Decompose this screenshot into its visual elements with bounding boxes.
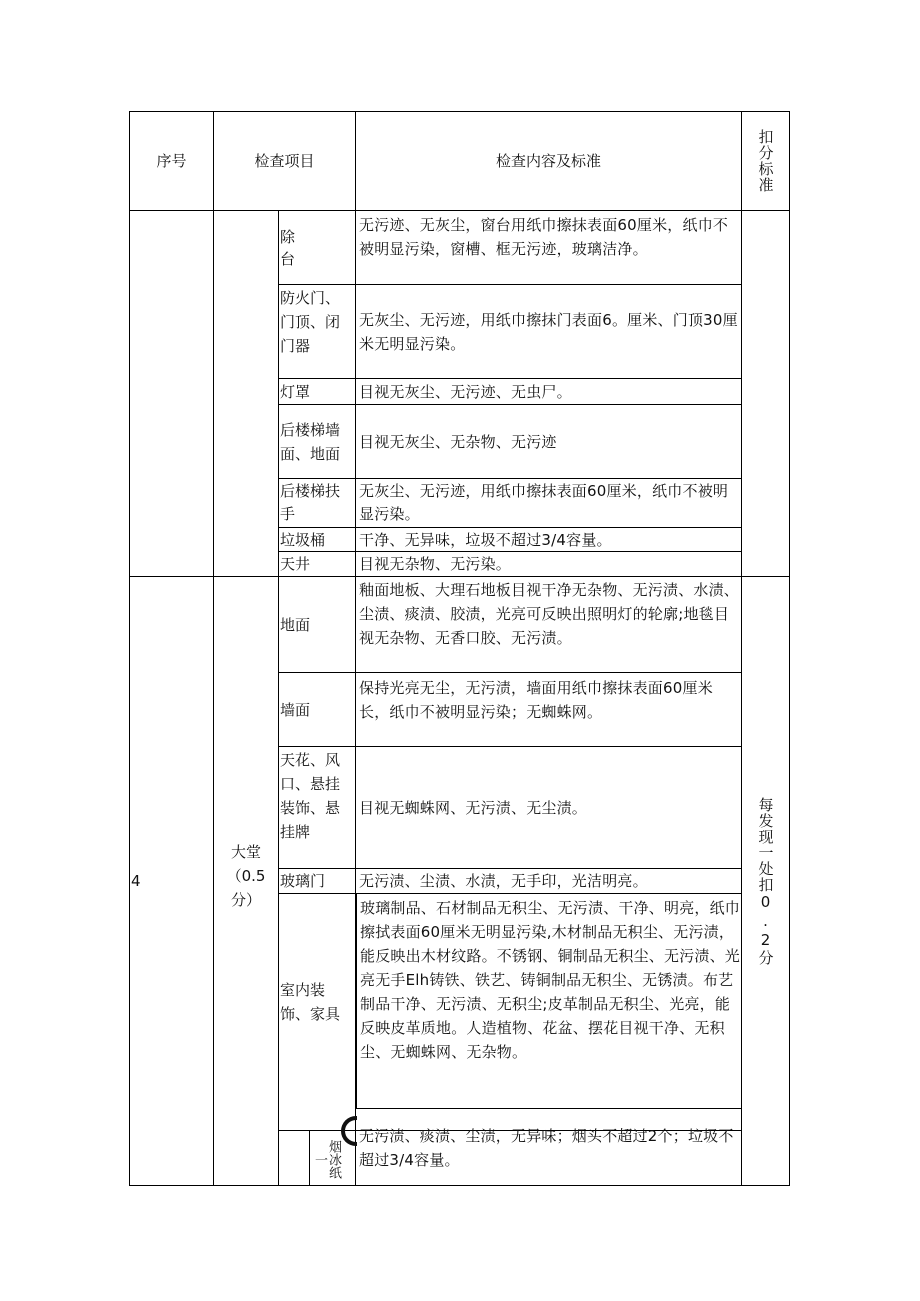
item-back-stair-handrail: 后楼梯扶手 <box>280 482 341 523</box>
header-content: 检查内容及标准 <box>495 152 601 170</box>
row-seq-number: 4 <box>131 872 141 890</box>
item-back-stair-wall: 后楼梯墙面、地面 <box>280 420 341 463</box>
content-window-sill: 无污迹、无灰尘，窗台用纸巾擦抹表面60厘米，纸巾不被明显污染，窗槽、框无污迹，玻璃洁净。 <box>359 216 729 258</box>
item-lamp-shade: 灯罩 <box>280 382 311 401</box>
item-wall: 墙面 <box>280 700 311 719</box>
content-lamp-shade: 目视无灰尘、无污迹、无虫尸。 <box>359 382 572 401</box>
header-deduct: 扣分标准 <box>756 129 775 193</box>
content-patio: 目视无杂物、无污染。 <box>359 555 512 573</box>
content-wall: 保持光亮无尘，无污渍，墙面用纸巾擦抹表面60厘米长，纸巾不被明显污染；无蜘蛛网。 <box>359 679 713 721</box>
item-patio: 天井 <box>280 555 311 573</box>
content-interior-decor: 玻璃制品、石材制品无积尘、无污渍、干净、明亮，纸巾擦拭表面60厘米无明显污染,木材制品无积尘、无污渍，能反映出木材纹路。不锈钢、铜制品无积尘、无污渍、光亮无手Elh铸铁、铁艺、铸铜制品无积尘、无锈渍。布艺制品干净、无污渍、无积尘;皮革制品无积尘、光亮，能反映皮革质地。人造植物、花盆、摆花目视干净、无积尘、无蜘蛛网、无杂物。 <box>360 899 741 1061</box>
item-ceiling: 天花、风口、悬挂装饰、悬挂牌 <box>280 751 341 841</box>
content-ashtray: 无污渍、痰渍、尘渍，无异味；烟头不超过2个；垃圾不超过3/4容量。 <box>359 1127 734 1169</box>
bracket-mark-icon <box>341 1116 357 1146</box>
content-fire-door: 无灰尘、无污迹，用纸巾擦抹门表面6。厘米、门顶30厘米无明显污染。 <box>359 311 738 353</box>
item-window-sill: 除台 <box>280 228 296 268</box>
item-interior-decor: 室内装饰、家具 <box>280 980 341 1023</box>
content-back-stair-wall: 目视无灰尘、无杂物、无污迹 <box>359 432 557 451</box>
content-trash-bin: 干净、无异味，垃圾不超过3/4容量。 <box>359 530 612 549</box>
header-item: 检查项目 <box>254 152 315 170</box>
content-glass-door: 无污渍、尘渍、水渍，无手印，光洁明亮。 <box>359 872 648 890</box>
content-floor: 釉面地板、大理石地板目视干净无杂物、无污渍、水渍、尘渍、痰渍、胶渍，光亮可反映出照明灯的轮廓;地毯目视无杂物、无香口胶、无污渍。 <box>359 581 740 647</box>
header-seq: 序号 <box>156 152 187 170</box>
content-back-stair-handrail: 无灰尘、无污迹，用纸巾擦抹表面60厘米，纸巾不被明显污染。 <box>359 482 729 523</box>
item-glass-door: 玻璃门 <box>280 872 326 890</box>
content-ceiling: 目视无蜘蛛网、无污渍、无尘渍。 <box>359 798 588 817</box>
deduct-lobby: 每发现一处扣0.2分 <box>756 796 775 966</box>
category-lobby: 大堂（0.5分） <box>226 843 266 909</box>
item-fire-door: 防火门、门顶、闭门器 <box>280 289 341 355</box>
item-trash-bin: 垃圾桶 <box>280 530 326 549</box>
item-ashtray: 烟冰纸一 <box>312 1139 341 1179</box>
item-floor: 地面 <box>280 615 311 634</box>
